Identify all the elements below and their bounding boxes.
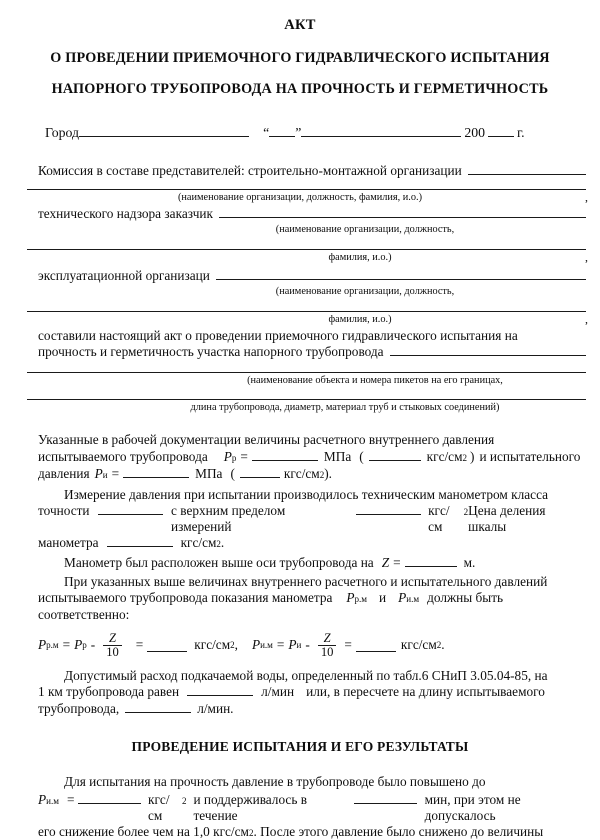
p-tm-symbol: P: [398, 589, 407, 605]
statement-line-2-label: прочность и герметичность участка напорного трубопровода: [38, 344, 384, 360]
formula-eq-1: =: [62, 637, 71, 653]
pressure-design-label: испытываемого трубопровода: [38, 449, 208, 465]
p-design-equals: =: [240, 449, 248, 465]
accuracy-class-label: точности: [38, 503, 90, 519]
z-input[interactable]: [405, 554, 457, 566]
unit-kgs-2: кгс/см: [283, 465, 320, 481]
city-input[interactable]: [79, 124, 249, 137]
caption-surname-2: фамилия, и.о.): [328, 313, 392, 325]
unit-kgs-4-sup: 2: [216, 539, 221, 550]
formula-lhs2-subscript: и.м: [260, 640, 273, 651]
manometer-division-input[interactable]: [107, 535, 173, 547]
p-design-mpa-input[interactable]: [252, 449, 318, 461]
manometer-label: манометра: [38, 535, 99, 551]
results-unit-kgs: кгс/см: [148, 792, 170, 824]
pressure-test-row: [38, 465, 586, 481]
operating-org-input[interactable]: [216, 267, 586, 279]
paren-close-2: ): [324, 465, 329, 481]
page-title: АКТ: [284, 17, 316, 33]
period-2: .: [220, 535, 225, 551]
unit-lmin-2: л/мин.: [197, 700, 234, 716]
unit-kgs-1-sup: 2: [462, 453, 467, 464]
unit-kgs-2-sup: 2: [319, 469, 325, 480]
manometer-division-row: [38, 535, 586, 551]
accuracy-class-row: [38, 503, 586, 535]
period-1: .: [328, 465, 332, 481]
flow-per-km-label: 1 км трубопровода равен: [38, 684, 180, 700]
p-test-mpa-input[interactable]: [123, 465, 189, 477]
formula-period: .: [441, 637, 445, 653]
fraction-numerator-2: Z: [323, 630, 331, 645]
z-equals: =: [393, 554, 401, 570]
pressure-paragraph-1-line-1: Указанные в рабочей документации величины расчетного внутреннего давления: [38, 432, 495, 448]
p-dm-result-input[interactable]: [147, 639, 187, 651]
formula-eq-2: =: [135, 637, 144, 653]
results-drop-sup: 2: [248, 828, 254, 839]
conjunction-and: и: [379, 589, 387, 605]
results-equals: =: [66, 792, 75, 808]
flow-per-km-tail: или, в пересчете на длину испытываемого: [306, 684, 545, 700]
z-symbol: Z: [381, 554, 390, 570]
p-design-kgs-input[interactable]: [369, 449, 421, 461]
pressure-design-row: [38, 449, 586, 465]
formula-rhs2-symbol: P: [288, 637, 297, 653]
formula-eq-4: =: [344, 637, 352, 653]
pressure-paragraph-4-line-1: При указанных выше величинах внутреннего расчетного и испытательного давлений: [64, 573, 548, 589]
formula-rhs2-subscript: и: [296, 640, 302, 651]
formula-unit-2: кгс/см: [400, 637, 437, 653]
flow-total-row: [38, 700, 586, 716]
unit-kgs-1: кгс/см: [426, 449, 463, 465]
p-design-symbol: P: [223, 449, 232, 465]
tech-supervision-input[interactable]: [219, 205, 586, 217]
results-pressure-row: [38, 792, 586, 824]
results-p-subscript: и.м: [46, 796, 59, 807]
p-tm-result-input[interactable]: [356, 639, 396, 651]
flow-per-km-row: [38, 684, 586, 700]
formula-minus-2: -: [305, 637, 310, 653]
year-input[interactable]: [488, 124, 514, 137]
document-subtitle-line1: О ПРОВЕДЕНИИ ПРИЕМОЧНОГО ГИДРАВЛИЧЕСКОГО ИСПЫТАНИЯ: [50, 50, 550, 66]
manometer-height-row: [38, 554, 586, 570]
formula-comma: ,: [234, 637, 238, 653]
formula-lhs2-symbol: P: [251, 637, 261, 653]
caption-pipeline: длина трубопровода, диаметр, материал труб и стыковых соединений): [190, 401, 500, 413]
pressure-design-tail: и испытательного: [479, 449, 581, 465]
fraction-numerator-1: Z: [108, 630, 116, 645]
caption-object: (наименование объекта и номера пикетов на его границах,: [247, 375, 503, 387]
unit-kgs-3-sup: 2: [463, 507, 469, 518]
month-input[interactable]: [301, 124, 461, 137]
caption-org-position: (наименование организации, должность,: [275, 223, 455, 235]
paren-open-1: (: [359, 449, 364, 465]
results-pressure-input[interactable]: [78, 792, 141, 804]
upper-limit-input[interactable]: [356, 503, 421, 515]
formula-rhs1-subscript: р: [82, 640, 87, 651]
results-heading: ПРОВЕДЕНИЕ ИСПЫТАНИЯ И ЕГО РЕЗУЛЬТАТЫ: [131, 738, 469, 754]
p-test-symbol: P: [94, 465, 103, 481]
upper-limit-label: с верхним пределом измерений: [171, 503, 286, 535]
fraction-denominator-1: 10: [103, 645, 122, 659]
tech-supervision-row: [38, 205, 586, 221]
commission-intro-label: Комиссия в составе представителей: строительно-монтажной организации: [38, 163, 462, 179]
results-p-symbol: P: [38, 792, 47, 808]
city-date-row: [45, 98, 585, 141]
pressure-paragraph-2-line-1: Измерение давления при испытании производилось техническим манометром класса: [64, 486, 549, 502]
paren-close-1: ): [470, 449, 475, 465]
results-duration-input[interactable]: [354, 792, 417, 804]
results-duration-tail: мин, при этом не допускалось: [424, 792, 521, 824]
results-unit-sup: 2: [181, 796, 187, 807]
document-subtitle-line2: НАПОРНОГО ТРУБОПРОВОДА НА ПРОЧНОСТЬ И ГЕРМЕТИЧНОСТЬ: [51, 81, 549, 97]
construction-org-input[interactable]: [468, 163, 586, 175]
manometer-readings-row: [38, 590, 586, 606]
commission-intro-row: [38, 141, 586, 179]
year-suffix: г.: [517, 124, 525, 140]
flow-per-km-input[interactable]: [187, 684, 253, 696]
manometer-height-label: Манометр был расположен выше оси трубопровода на: [64, 554, 374, 570]
caption-org-position-2: (наименование организации, должность,: [275, 285, 455, 297]
formula-lhs1-symbol: P: [38, 637, 47, 653]
flow-paragraph-line-1: Допустимый расход подкачаемой воды, определенный по табл.6 СНиП 3.05.04-85, на: [64, 668, 548, 684]
p-tm-subscript: и.м: [406, 593, 420, 604]
statement-line-1: составили настоящий акт о проведении приемочного гидравлического испытания на: [38, 328, 518, 344]
results-line-1: Для испытания на прочность давление в трубопроводе было повышено до: [64, 773, 486, 789]
paren-open-2: (: [230, 465, 235, 481]
flow-total-input[interactable]: [125, 700, 191, 712]
statement-line-2-row: [38, 344, 586, 360]
formula-minus-1: -: [90, 637, 96, 653]
results-duration-label: и поддерживалось в течение: [193, 792, 307, 824]
year-prefix: 200: [464, 124, 486, 140]
manometer-readings-label: испытываемого трубопровода показания манометра: [38, 589, 333, 605]
unit-lmin-1: л/мин: [261, 684, 295, 700]
p-dm-subscript: р.м: [354, 593, 368, 604]
formula-lhs1-subscript: р.м: [46, 640, 59, 651]
document-page: АКТ О ПРОВЕДЕНИИ ПРИЕМОЧНОГО ГИДРАВЛИЧЕСКОГО ИСПЫТАНИЯ НАПОРНОГО ТРУБОПРОВОДА НА ПРОЧНОСТЬ И ГЕРМЕТИЧНОСТЬ Город “ ” 200 г. Комиссия в составе представителей: строительно-монтажной организации , (наименование организации, должность, фамилия, и.о.) технического надзора заказчик (наименование организации, должность, , фамилия, и.о.) эксплуатационной организаци (наименование организации, должность, , фамилия, и.о.) составили настоящий акт о проведении приемочного гидравлического испытания на прочность и герметичность участка напорного трубопровода (наименование объекта и номера пикетов на его границах, длина трубопровода, диаметр, материал труб и стыковых соединений) Указанные в рабочей документации величины расчетного внутреннего давления испытываемого трубопровода P р = МПа ( кгс/см 2 ) и испытательного давления P и = МПа ( кгс/см 2 ) . Измерение давления при испытании производилось техническим манометром класса точности с верхним пределом измерений кгс/см $^2$ Цена деления шкалы манометра кгс/см 2 . Манометр был расположен выше оси трубопровода на Z = м. При указанных выше величинах внутреннего расчетного и испытательного давлений испытываемого трубопровода показания манометра P р.м и P и.м должны быть соответственно: P р.м = P р - $\frac{Z}{10}$ = кгс/см 2 , P и.м = P и - $\frac{Z}{10}$ = кгс/см 2 . Допустимый расход подкачаемой воды, определенный по табл.6 СНиП 3.05.04-85, на 1 км трубопровода равен л/мин или, в пересчете на длину испытываемого трубопровода, л/мин. ПРОВЕДЕНИЕ ИСПЫТАНИЯ И ЕГО РЕЗУЛЬТАТЫ Для испытания на прочность давление в трубопроводе было повышено до P и.м = кгс/см $^2$ и поддерживалось в течение мин, при этом не допускалось его снижение более чем на 1,0 кгс/см 2 . После этого давление было снижено до величины: [0, 0, 600, 832]
quote-close: ”: [295, 124, 302, 140]
formula-row: [38, 623, 585, 659]
results-drop-label: его снижение более чем на 1,0 кгс/см: [38, 824, 249, 840]
formula-unit-1: кгс/см: [194, 637, 231, 653]
city-label: Город: [45, 124, 80, 140]
object-name-input[interactable]: [390, 344, 586, 356]
unit-kgs-4: кгс/см: [180, 535, 217, 551]
p-dm-symbol: P: [346, 589, 355, 605]
unit-m: м.: [463, 554, 476, 570]
flow-total-label: трубопровода,: [38, 700, 120, 716]
results-line-3-row: [38, 824, 586, 840]
pressure-test-label: давления: [38, 465, 90, 481]
p-test-equals: =: [111, 465, 120, 481]
unit-mpa-1: МПа: [323, 449, 352, 465]
scale-division-label: Цена деления шкалы: [468, 503, 546, 535]
accuracy-class-input[interactable]: [98, 503, 163, 515]
unit-mpa-2: МПа: [195, 465, 223, 481]
unit-kgs-3: кгс/см: [428, 503, 450, 535]
formula-unit-1-sup: 2: [230, 640, 235, 651]
operating-org-row: [38, 267, 586, 283]
tech-supervision-label: технического надзора заказчик: [38, 205, 213, 221]
fraction-z-over-10-second: [318, 632, 337, 659]
fraction-denominator-2: 10: [318, 645, 337, 659]
caption-surname: фамилия, и.о.): [328, 251, 392, 263]
operating-org-label: эксплуатационной организаци: [38, 267, 210, 283]
caption-org-full: (наименование организации, должность, фамилия, и.о.): [177, 192, 423, 204]
results-drop-tail: . После этого давление было снижено до величины: [253, 824, 544, 840]
p-test-kgs-input[interactable]: [240, 465, 280, 477]
day-input[interactable]: [269, 124, 295, 137]
formula-unit-2-sup: 2: [436, 640, 442, 651]
quote-open: “: [263, 124, 270, 140]
manometer-readings-tail: должны быть: [427, 589, 504, 605]
fraction-z-over-10-first: [103, 632, 122, 659]
p-design-subscript: р: [231, 453, 237, 464]
pressure-paragraph-4-line-3: соответственно:: [38, 606, 130, 622]
p-test-subscript: и: [102, 469, 108, 480]
formula-eq-3: =: [276, 637, 285, 653]
formula-rhs1-symbol: P: [74, 637, 83, 653]
